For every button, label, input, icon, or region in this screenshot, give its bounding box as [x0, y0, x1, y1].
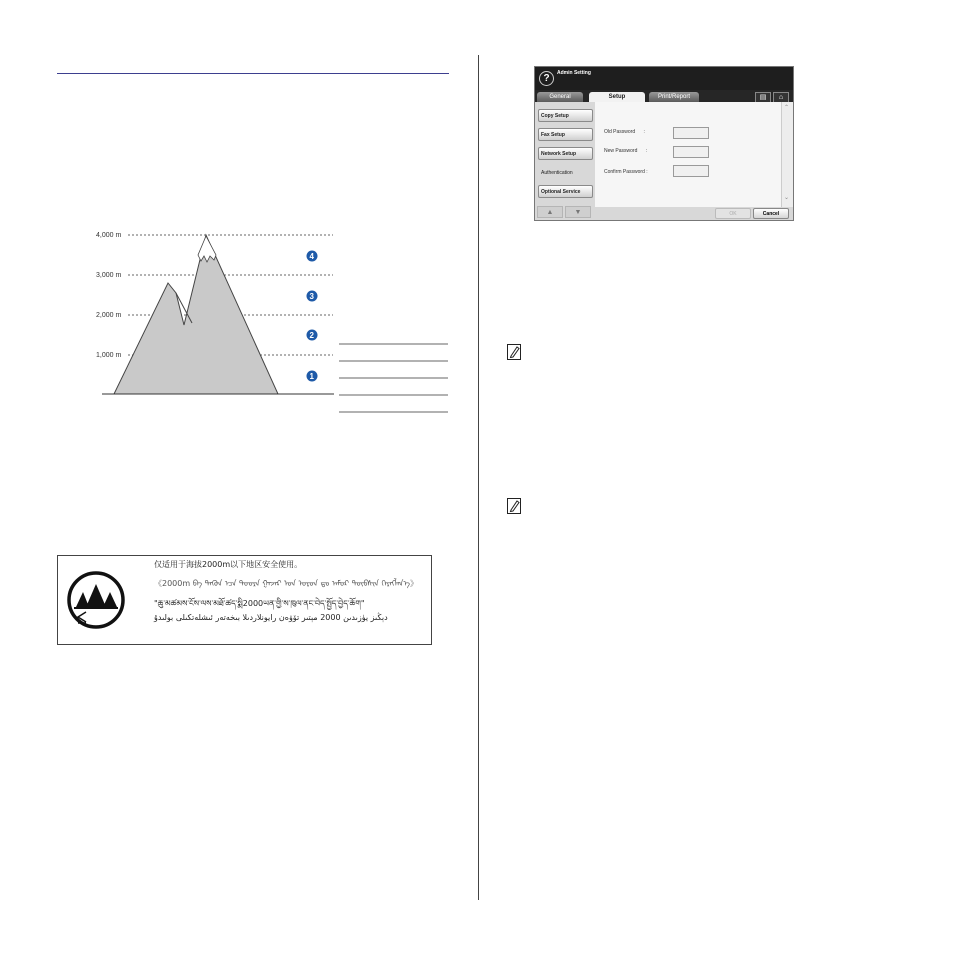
svg-text:1: 1: [309, 372, 314, 381]
tab-setup[interactable]: Setup: [589, 92, 645, 102]
old-password-input[interactable]: [673, 127, 709, 139]
sidebar-item-optional-service[interactable]: Optional Service: [538, 185, 593, 198]
tab-print-report[interactable]: Print/Report: [649, 92, 699, 102]
note-icon: [507, 498, 521, 514]
confirm-password-label: Confirm Password :: [604, 169, 648, 175]
column-divider: [478, 55, 479, 900]
zone-badge-2: [307, 330, 318, 341]
mountain-back: [114, 235, 278, 394]
altitude-warning-box: [57, 555, 432, 645]
note-icon: [507, 344, 521, 360]
panel-header: [535, 67, 793, 90]
zone-badge-1: [307, 371, 318, 382]
new-password-input[interactable]: [673, 146, 709, 158]
new-password-label: New Password :: [604, 148, 648, 154]
tab-bar: [535, 90, 793, 102]
warning-text-mongolian: 《2000m ᠪᠠ ᠲᠡᠭᠦᠨ ᠡᠴᠡ ᠳᠤᠤᠷᠠ ᠭᠠᠵᠠᠷ ᠤᠨ ᠣᠷᠣᠨ ᠳᠤ ᠠᠮᠤᠷ ᠳᠦᠪᠰᠢᠨ ᠬᠡᠷᠡᠭᠯᠡᠨ᠎ᠡ》: [154, 579, 418, 588]
altitude-diagram: [88, 225, 450, 417]
ok-button[interactable]: OK: [715, 208, 751, 219]
warning-text-uyghur: دېڭىز يۈزىدىن 2000 مېتىر تۆۋەن رايونلاردىلا بىخەتەر ئىشلەتكىلى بولىدۇ: [154, 613, 388, 622]
high-altitude-mountain-icon: [66, 570, 126, 630]
sidebar-up-arrow-icon[interactable]: ▲: [537, 206, 563, 218]
settings-sidebar: [535, 102, 595, 220]
cancel-button[interactable]: Cancel: [753, 208, 789, 219]
sidebar-down-arrow-icon[interactable]: ▼: [565, 206, 591, 218]
section-rule: [57, 73, 449, 74]
sidebar-item-network-setup[interactable]: Network Setup: [538, 147, 593, 160]
mountain-snowcap: [198, 236, 216, 262]
admin-setting-panel: [534, 66, 794, 221]
home-icon[interactable]: ⌂: [773, 92, 789, 103]
altitude-label-1000: 1,000 m: [96, 352, 122, 359]
altitude-label-4000: 4,000 m: [96, 232, 122, 239]
altitude-label-2000: 2,000 m: [96, 312, 122, 319]
content-scrollbar[interactable]: [781, 102, 793, 207]
warning-text-chinese: 仅适用于海拔2000m以下地区安全使用。: [154, 560, 303, 569]
confirm-password-input[interactable]: [673, 165, 709, 177]
altitude-label-3000: 3,000 m: [96, 272, 122, 279]
panel-footer: [595, 207, 793, 220]
job-status-icon[interactable]: ▤: [755, 92, 771, 103]
svg-text:4: 4: [309, 252, 314, 261]
zone-badge-4: [307, 251, 318, 262]
old-password-label: Old Password :: [604, 129, 645, 135]
sidebar-item-fax-setup[interactable]: Fax Setup: [538, 128, 593, 141]
warning-text-tibetan: "ཆུ་མཚམས་ངོས་ལས་མཐོ་ཚད་སྨི2000ཡན་གྱི་ས་ཁུལ་ནང་བེད་སྤྱོད་བྱེད་ཆོག": [154, 599, 365, 608]
scroll-down-icon[interactable]: ⌄: [784, 195, 790, 201]
panel-title: Admin Setting: [557, 70, 591, 76]
svg-text:3: 3: [309, 292, 314, 301]
help-button[interactable]: ?: [539, 71, 554, 86]
authentication-form: [595, 102, 781, 207]
zone-badge-3: [307, 291, 318, 302]
tab-general[interactable]: General: [537, 92, 583, 102]
sidebar-item-authentication[interactable]: Authentication: [541, 170, 573, 176]
scroll-up-icon[interactable]: ⌃: [784, 105, 790, 111]
sidebar-item-copy-setup[interactable]: Copy Setup: [538, 109, 593, 122]
svg-text:2: 2: [309, 331, 314, 340]
